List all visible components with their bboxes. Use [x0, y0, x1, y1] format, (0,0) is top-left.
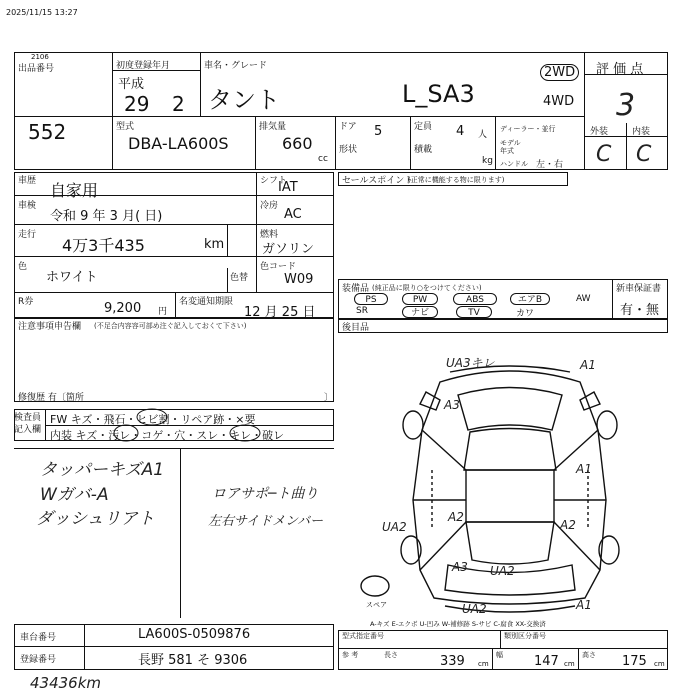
lot-label: 出品番号 [18, 64, 55, 74]
width-label: 幅 [496, 651, 503, 659]
mileage-label: 走行 [18, 230, 37, 240]
history-value: 自家用 [50, 181, 99, 200]
inspector-label: 検査員 記入欄 [14, 413, 42, 435]
color-label: 色 [18, 262, 28, 272]
equip-airbag: エアB [510, 293, 550, 305]
lot-number: 552 [28, 120, 67, 144]
displacement-value: 660 [282, 134, 313, 153]
recycle-label: R券 [18, 297, 34, 307]
equip-sr: SR [356, 306, 368, 316]
length-unit: cm [478, 660, 489, 668]
length-label: 長さ [384, 651, 398, 659]
equipment-note: (純正品に限り○をつけてください) [372, 284, 482, 292]
interior-label: 内装 [632, 127, 651, 137]
chassis-label: 車台番号 [20, 633, 57, 643]
mileage-value: 4万3千435 [62, 236, 145, 255]
mark-9: UA2 [490, 564, 515, 578]
fuel-label: 燃料 [260, 230, 279, 240]
exterior-checklist: FW キズ・飛石・ヒビ割・リペア跡・×要 [50, 413, 256, 426]
capacity-label: 定員 [414, 122, 433, 132]
mark-4: A1 [576, 462, 592, 476]
warranty-value: 有・無 [620, 303, 660, 318]
handle-value: 左・右 [536, 160, 564, 170]
mark-7: UA2 [382, 520, 407, 534]
color-code-value: W09 [284, 272, 314, 287]
mark-11: A1 [576, 598, 592, 612]
recycle-unit: 円 [158, 307, 168, 317]
mark-8: A3 [452, 560, 468, 574]
length-value: 339 [440, 654, 465, 669]
name-change-value: 12 月 25 日 [244, 305, 316, 320]
interior-checklist: 内装 キズ・汚レ・コゲ・穴・スレ・キレ・破レ [50, 429, 285, 442]
era: 平成 [118, 77, 145, 92]
first-reg-label: 初度登録年月 [116, 61, 171, 71]
mark-1: UA3キレ [446, 356, 495, 370]
load-label: 積載 [414, 145, 433, 155]
note-line1: タッパーキズA1 [40, 460, 165, 480]
ac-value: AC [284, 207, 302, 222]
color-value: ホワイト [46, 270, 98, 285]
drive-2wd: 2WD [540, 64, 579, 81]
rating-label: 評 価 点 [596, 62, 644, 77]
mileage-unit: km [204, 237, 225, 252]
category-label: 類別区分番号 [504, 632, 546, 640]
repair-label: 修復歴 有〔箇所 [18, 393, 84, 403]
inspection-label: 車検 [18, 201, 37, 211]
type-value: DBA-LA600S [128, 134, 229, 153]
rating-value: 3 [616, 88, 636, 123]
width-value: 147 [534, 654, 559, 669]
recycle-value: 9,200 [104, 301, 142, 316]
caution-note: (不足合内容容可部め注ぐ記入しておくて下さい) [94, 322, 247, 330]
warranty-label: 新車保証書 [616, 284, 662, 294]
doors-label: ドア [339, 122, 357, 132]
equip-navi: ナビ [402, 306, 438, 318]
drive-4wd: 4WD [543, 94, 575, 109]
type-label: 型式 [116, 122, 135, 132]
damage-legend: A-キズ E-エクボ U-凹み W-補修跡 S-サビ C-腐食 XX-交換済 [370, 620, 546, 628]
mark-10: UA2 [462, 602, 487, 616]
height-label: 高さ [582, 651, 596, 659]
note-line5: 左右サイドメンバー [208, 514, 324, 529]
reg-month: 2 [172, 92, 185, 116]
fuel-value: ガソリン [262, 242, 315, 257]
name-change-label: 名変通知期限 [179, 297, 234, 307]
interior-grade: C [636, 142, 652, 167]
lot-code: 2106 [31, 53, 49, 61]
plate-value: 長野 581 そ 9306 [138, 653, 248, 668]
history-label: 車歴 [18, 176, 37, 186]
equip-pw: PW [402, 293, 438, 305]
model-label: 車名・グレード [204, 61, 268, 71]
timestamp: 2025/11/15 13:27 [6, 8, 78, 17]
displacement-label: 排気量 [259, 122, 287, 132]
equip-tv: TV [456, 306, 492, 318]
equip-aw: AW [576, 294, 591, 304]
spare-label: スペア [366, 601, 387, 609]
rear-seat-label: 後目品 [342, 323, 370, 333]
shift-value: IAT [278, 180, 298, 195]
reg-year: 29 [124, 92, 150, 116]
height-unit: cm [654, 660, 665, 668]
shape-label: 形状 [339, 145, 358, 155]
exterior-label: 外装 [590, 127, 609, 137]
chassis-value: LA600S-0509876 [138, 627, 251, 642]
grade: L_SA3 [402, 80, 475, 108]
note-line3: ダッシュリアト [36, 509, 155, 529]
color-code-label: 色コード [260, 262, 297, 272]
note-line4: ロアサポ─ト曲り [212, 486, 319, 502]
caution-label: 注意事項申告欄 [18, 322, 82, 332]
ac-label: 冷房 [260, 201, 279, 211]
capacity-value: 4 [456, 124, 465, 139]
handle-label: ハンドル [500, 160, 528, 168]
equip-abs: ABS [453, 293, 497, 305]
mark-6: A2 [560, 518, 576, 532]
capacity-unit: 人 [478, 130, 488, 140]
equip-leather: カワ [516, 309, 535, 319]
mark-2: A1 [580, 358, 596, 372]
model-year-label: モデル 年式 [500, 139, 521, 155]
model-name: タント [208, 86, 280, 114]
plate-label: 登録番号 [20, 655, 57, 665]
dealer-label: ディーラー・並行 [500, 125, 556, 133]
displacement-unit: cc [318, 154, 328, 164]
selling-point-label: セールスポイント [342, 176, 414, 186]
color-change-label: 色替 [230, 273, 249, 283]
type-designation-label: 型式指定番号 [342, 632, 384, 640]
shift-label: シフト [260, 176, 288, 186]
doors-value: 5 [374, 124, 383, 139]
note-line2: Wガバ-A [40, 485, 109, 505]
width-unit: cm [564, 660, 575, 668]
ref-label: 参 考 [342, 651, 359, 659]
selling-point-note: (正常に機能する物に限ります) [408, 176, 505, 184]
mark-5: A2 [448, 510, 464, 524]
load-unit: kg [482, 156, 493, 166]
equip-ps: PS [354, 293, 388, 305]
exterior-grade: C [596, 142, 612, 167]
height-value: 175 [622, 654, 647, 669]
inspection-value: 令和 9 年 3 月( 日) [50, 209, 163, 224]
mileage-handnote: 43436km [30, 674, 102, 692]
mark-3: A3 [444, 398, 460, 412]
equipment-label: 装備品 [342, 284, 370, 294]
